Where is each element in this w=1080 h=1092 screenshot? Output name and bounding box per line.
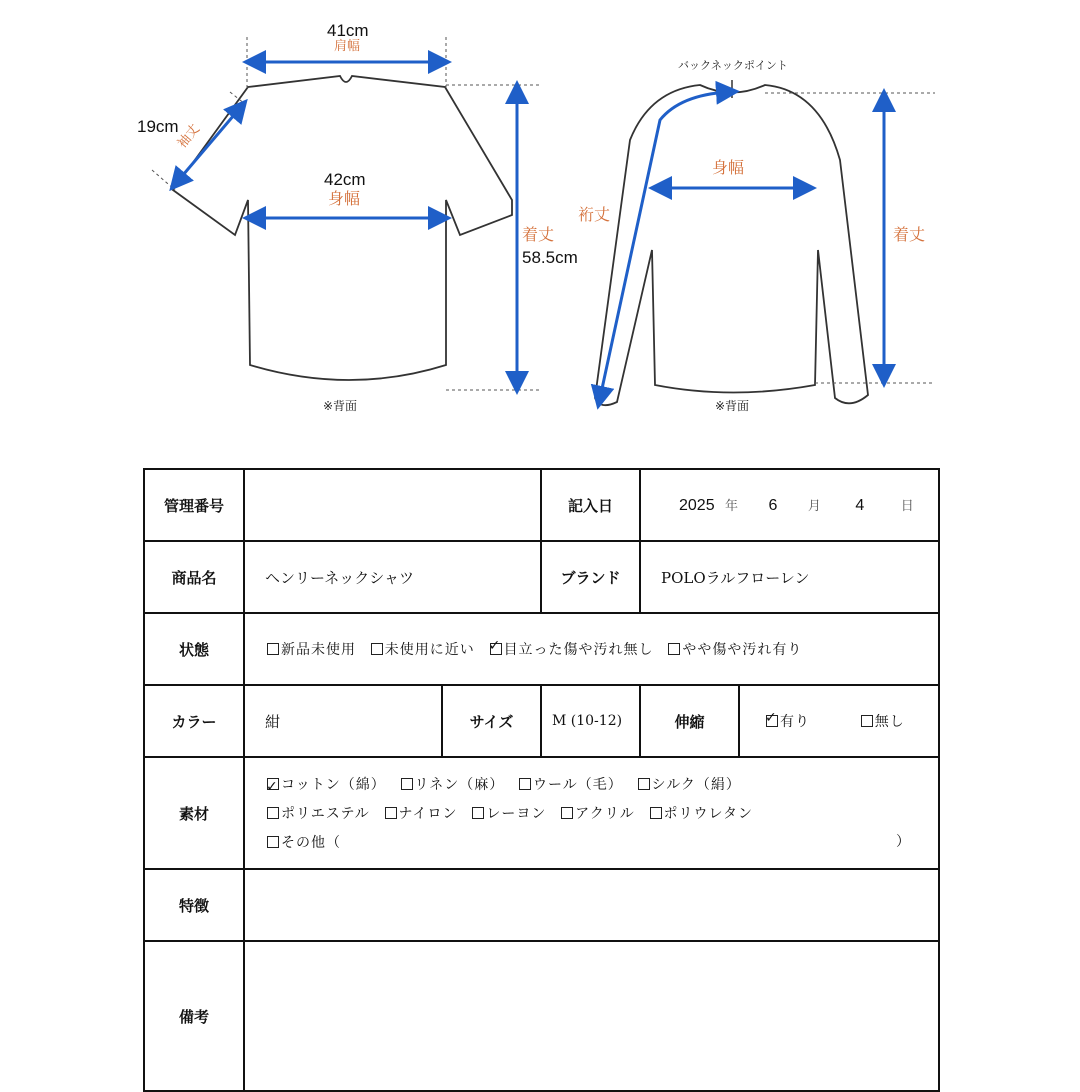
measurement-diagram	[0, 0, 1080, 440]
checkbox-icon	[638, 778, 650, 790]
features-label: 特徴	[144, 869, 244, 941]
material-option[interactable]: ✓コットン（綿）	[267, 771, 386, 799]
management-number-value	[244, 469, 541, 541]
row-management	[144, 469, 939, 541]
checkbox-icon	[267, 836, 279, 848]
date-year: 2025	[679, 497, 715, 514]
checkbox-icon	[668, 643, 680, 655]
material-option[interactable]: アクリル	[561, 800, 635, 828]
row-product	[144, 541, 939, 613]
material-line-1	[267, 770, 938, 799]
front-note: ※背面	[323, 399, 358, 413]
features-value	[244, 869, 939, 941]
condition-option[interactable]: 未使用に近い	[371, 639, 475, 659]
product-name-value: ヘンリーネックシャツ	[244, 541, 541, 613]
remarks-value	[244, 941, 939, 1091]
material-option[interactable]: ポリエステル	[267, 800, 370, 828]
date-month: 6	[768, 497, 778, 514]
length-value: 58.5cm	[522, 248, 578, 267]
row-condition	[144, 613, 939, 685]
material-option[interactable]: ナイロン	[385, 800, 458, 828]
product-info-table	[143, 468, 940, 1092]
brand-value: POLOラルフローレン	[640, 541, 939, 613]
entry-date-label: 記入日	[541, 469, 640, 541]
checkbox-icon	[385, 807, 397, 819]
material-option[interactable]: リネン（麻）	[401, 771, 505, 799]
date-year-unit: 年	[725, 498, 739, 513]
checkbox-icon	[650, 807, 662, 819]
checkbox-checked-icon	[766, 715, 778, 727]
brand-label: ブランド	[541, 541, 640, 613]
checkbox-icon	[401, 778, 413, 790]
checkbox-checked-icon	[490, 643, 502, 655]
material-line-3	[267, 828, 938, 857]
checkbox-checked-icon	[267, 778, 279, 790]
chest-label: 身幅	[328, 189, 361, 208]
condition-option[interactable]: 新品未使用	[267, 639, 356, 659]
size-label: サイズ	[442, 685, 541, 757]
product-name-label: 商品名	[144, 541, 244, 613]
stretch-label: 伸縮	[640, 685, 739, 757]
row-material	[144, 757, 939, 869]
checkbox-icon	[519, 778, 531, 790]
remarks-label: 備考	[144, 941, 244, 1091]
condition-option[interactable]: やや傷や汚れ有り	[668, 639, 802, 659]
material-option[interactable]: ウール（毛）	[519, 771, 623, 799]
date-month-unit: 月	[807, 498, 821, 513]
material-option[interactable]: レーヨン	[472, 800, 546, 828]
checkbox-icon	[561, 807, 573, 819]
back-neck-point-label: バックネックポイント	[678, 59, 788, 72]
material-option[interactable]: ポリウレタン	[650, 800, 753, 828]
checkbox-icon	[472, 807, 484, 819]
material-option[interactable]: シルク（絹）	[638, 771, 741, 799]
raglan-outline	[595, 85, 868, 405]
material-line-2	[267, 799, 938, 828]
stretch-options	[739, 685, 939, 757]
sleeve-value: 19cm	[137, 117, 179, 136]
tshirt-outline	[173, 76, 512, 380]
material-options	[244, 757, 939, 869]
row-color-size	[144, 685, 939, 757]
condition-label: 状態	[144, 613, 244, 685]
yuki-label: 裄丈	[578, 205, 611, 224]
condition-options	[244, 613, 939, 685]
checkbox-icon	[267, 643, 279, 655]
row-remarks	[144, 941, 939, 1091]
date-day: 4	[855, 497, 865, 514]
other-close-paren: ）	[896, 833, 910, 850]
chest-value: 42cm	[324, 170, 366, 189]
back-note: ※背面	[715, 399, 750, 413]
condition-option[interactable]: ✓ 目立った傷や汚れ無し	[490, 639, 654, 659]
material-option-other[interactable]: その他（	[267, 829, 341, 857]
checkbox-icon	[371, 643, 383, 655]
checkbox-icon	[861, 715, 873, 727]
color-value: 紺	[244, 685, 442, 757]
entry-date-value	[640, 469, 939, 541]
length-label: 着丈	[522, 225, 555, 244]
size-value: M (10-12)	[541, 685, 640, 757]
raglan-length-label: 着丈	[893, 225, 926, 244]
date-day-unit: 日	[900, 498, 914, 513]
shoulder-value: 41cm	[327, 21, 369, 40]
row-features	[144, 869, 939, 941]
color-label: カラー	[144, 685, 244, 757]
material-label: 素材	[144, 757, 244, 869]
shoulder-label: 肩幅	[334, 39, 361, 54]
stretch-option[interactable]: ✓ 有り	[766, 711, 810, 731]
checkbox-icon	[267, 807, 279, 819]
stretch-option[interactable]: 無し	[861, 711, 905, 731]
raglan-chest-label: 身幅	[712, 158, 745, 177]
management-number-label: 管理番号	[144, 469, 244, 541]
garment-outlines	[0, 0, 1080, 440]
sleeve-label: 袖丈	[174, 121, 204, 152]
